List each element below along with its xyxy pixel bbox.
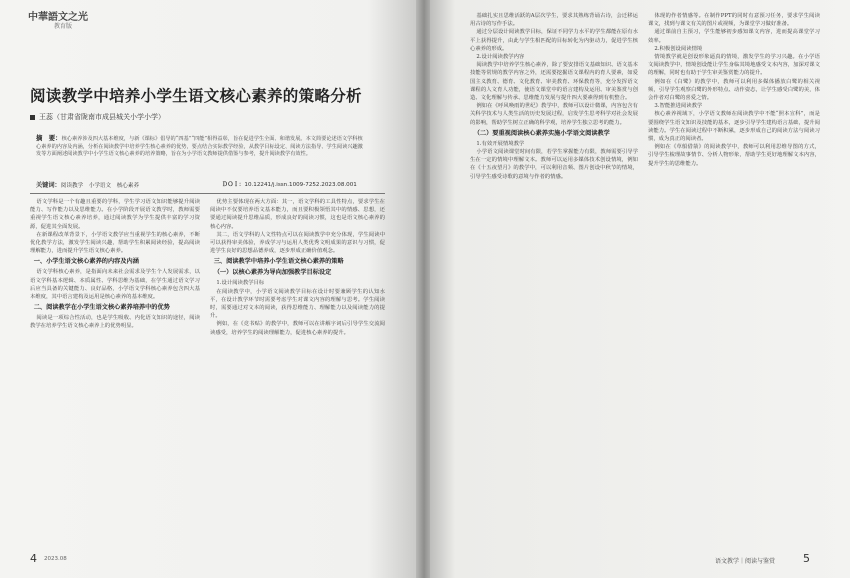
- page-number-right: 5: [803, 552, 810, 565]
- keywords-text: 阅读教学 小学语文 核心素养: [60, 183, 140, 189]
- doi: [222, 180, 357, 188]
- paragraph: 在新课程改革背景下，小学语文教学应当重视学生的核心素养，不断优化教学方法，激发学生阅读兴趣，帮助学生积累阅读经验，提高阅读理解能力，进而提升学生语文核心素养。: [30, 231, 200, 255]
- right-column-1: [470, 12, 638, 552]
- paragraph: 阅读是一项综合性活动，也是学生吸收、内化语文知识的途径，阅读教学在培养学生语文核心素养上的优势明显。: [30, 315, 200, 330]
- right-page: [430, 0, 850, 578]
- author-name: 王蕊（甘肃省陇南市成县城关小学小学）: [39, 113, 165, 121]
- paragraph: 通过课前自主预习，学生能够初步感知课文内容，进而提高课堂学习效率。: [648, 29, 820, 44]
- paragraph: 其二，语文学科的人文性特点可以在阅读教学中充分体现，学生阅读中可以获得审美体验，养成学习与运用人类优秀文明成果的意识与习惯，促进学生良好的思想品德养成，逐步形成正确价值观念。: [210, 231, 385, 255]
- paragraph: 3.智能推进阅读教学: [654, 103, 703, 110]
- abstract-label: 摘 要：: [36, 134, 62, 142]
- keywords-label: 关键词：: [36, 182, 61, 189]
- paragraph: 优势主要体现在两大方面：其一，语文学科的工具性特点，要求学生在阅读中不仅要培养语文基本能力，而且要积极领悟其中的情感、思想，还要通过阅读提升思维品质，形成良好的阅读习惯，这也是语文核心素养的核心内容。: [210, 199, 385, 230]
- left-page: [0, 0, 418, 578]
- divider: [30, 193, 385, 194]
- paragraph: 1.设计阅读教学目标: [216, 280, 265, 287]
- section-heading: （二）要重视阅读核心素养实施小学语文阅读教学: [473, 129, 610, 137]
- paragraph: 核心素养视域下，小学语文教师在阅读教学中不能“照本宣科”，而是要围绕学生语文知识及技能的基本，逐步引导学生建构语言基础，提升阅读能力。学生在阅读过程中不断积累，逐步形成自己的阅读方法与阅读习惯，成为真正的阅读者。: [648, 111, 820, 143]
- journal-edition: 教育版: [54, 23, 73, 30]
- paragraph: 2.设计阅读教学内容: [476, 54, 525, 61]
- paragraph: 语文学科核心素养，是指面向未来社会需求及学生个人发展需求，以语文学科基本逻辑、本质属性、学科思维为基础，在学生通过语文学习后应当具备的关键能力、良好品格，小学语文学科核心素养包含四大基本维度，其中语言建构及运用是核心素养的基本维度。: [30, 269, 200, 301]
- issue-date: 2023.08: [44, 556, 67, 562]
- paragraph: 基础扎实且思维活跃的A层次学生，要求其熟练背诵古诗，会迁移运用古诗的写作手法。: [470, 13, 638, 28]
- paragraph: 情境教学就是创设形象逼真的情境，激发学生的学习兴趣。在小学语文阅读教学中，情境创设能让学生身临其境地感受文本内容，加深对课文的理解，同时也有助于学生审美鉴赏能力的提升。: [648, 54, 820, 77]
- paragraph: 1.有效开展情境教学: [476, 140, 525, 147]
- left-column-2: [210, 198, 385, 550]
- section-heading: （一）以核心素养为导向加强教学目标设定: [213, 269, 332, 277]
- article-title: 阅读教学中培养小学生语文核心素养的策略分析: [30, 87, 362, 105]
- paragraph: 在阅读教学中，小学语文阅读教学目标在设计时要兼顾学生的认知水平，在设计教学环节时需要考虑学生对课文内容的理解与思考。学生阅读时，需要通过对文本的阅读，获得思维能力、理解能力以及阅读能力的提升。: [210, 288, 385, 320]
- right-column-2: [648, 12, 820, 552]
- square-bullet-icon: [30, 115, 35, 120]
- abstract: [36, 135, 366, 159]
- left-column-1: [30, 198, 200, 550]
- abstract-text: 核心素养涉及四大基本维度，与新《课标》倡导的“四基”“四能”相得益彰，旨在促进学生全面、和谐发展。本文简要论述语文学科核心素养的内容及内涵，分析在阅读教学中培养学生核心素养的优势，要点结合实际教学经验，从教学目标设定、阅读方法指导、学生阅读兴趣激发等方面阐述阅读教学中小学生语文核心素养的培养策略，旨在为小学语文教师提供借鉴与参考，提升阅读教学有效性。: [36, 136, 363, 158]
- section-heading: 二、阅读教学在小学生语文核心素养培养中的优势: [33, 304, 170, 312]
- journal-brand: 中華語文之光: [28, 12, 88, 23]
- section-label: 语文教学｜阅读与鉴赏: [715, 558, 776, 565]
- section-heading: 三、阅读教学中培养小学生语文核心素养的策略: [213, 258, 344, 266]
- page-number-left: 4: [30, 552, 37, 565]
- paragraph: 通过分层设计阅读教学目标，保证不同学力水平的学生都能在原有水平上获得提升，由此与学生相匹配的目标转化为内驱动力，促进学生核心素养的形成。: [470, 29, 638, 52]
- paragraph: 小学语文阅读课堂时间有限，若学生掌握能力有限，教师需要引导学生在一定的情境中理解文本。教师可以运用多媒体技术创设情境，例如在《十五夜望月》的教学中，可以利用音频、图片创设中秋节的情境，引导学生感受诗歌的意境与作者的情感。: [470, 149, 638, 180]
- paragraph: 例如在《呼风唤雨的世纪》教学中，教师可以设计微课，内容包含有关科学技术与人类生活的历史发展过程，启发学生思考科学对社会发展的影响，帮助学生树立正确的科学观，培养学生独立思考的能力。: [470, 103, 638, 126]
- paragraph: 例如，在《竞书贴》的教学中，教师可以在讲解字词后引导学生交流阅读感受，培养学生的阅读理解能力，促进核心素养的提升。: [210, 321, 385, 336]
- paragraph: 例如在《白鹭》的教学中，教师可以利用多媒体播放白鹭的相关视频，引导学生观察白鹭的外形特点、动作姿态，让学生感受白鹭的美，体会作者对白鹭的喜爱之情。: [648, 78, 820, 102]
- doi-value: 10.12241/j.issn.1009-7252.2023.08.001: [244, 182, 357, 188]
- paragraph: 2.积极创设阅读情境: [654, 45, 703, 52]
- paragraph: 阅读教学中培养学生核心素养，除了要安排语文基础知识、语文基本技能等常规的教学内容之外，还需要挖掘语文课程内的育人要素，如爱国主义教育、德育、文化教育、审美教育、环保教育等，充分发挥语文课程的人文育人功能，使语文课堂中的语言建构及运用、审美鉴赏与创造、文化理解与传承、思维能力发展与提升四大要素得到有机整合。: [470, 62, 638, 102]
- paragraph: 体现的作者情感等。在制作PPT的同时有意预习任务，要求学生阅读课文，找到与课文有关的图片或视频，为课堂学习做好准备。: [648, 13, 820, 28]
- paragraph: 语文学科是一个有趣且重要的学科，学生学习语文知识能够提升阅读能力、写作能力以及思维能力。在小学阶段开展语文教学时，教师需要重视学生语文核心素养培养，通过阅读教学为学生提供丰富的学习资源，促进其全面发展。: [30, 199, 200, 230]
- paragraph: 例如在《草船借箭》的阅读教学中，教师可以利用思维导图的方式，引导学生梳理故事情节、分析人物形象，帮助学生更好地理解文本内容，提升学生的思维能力。: [648, 144, 820, 167]
- doi-label: ＤＯＩ：: [222, 182, 245, 188]
- author-line: [30, 112, 165, 122]
- section-heading: 一、小学生语文核心素养的内容及内涵: [33, 258, 139, 266]
